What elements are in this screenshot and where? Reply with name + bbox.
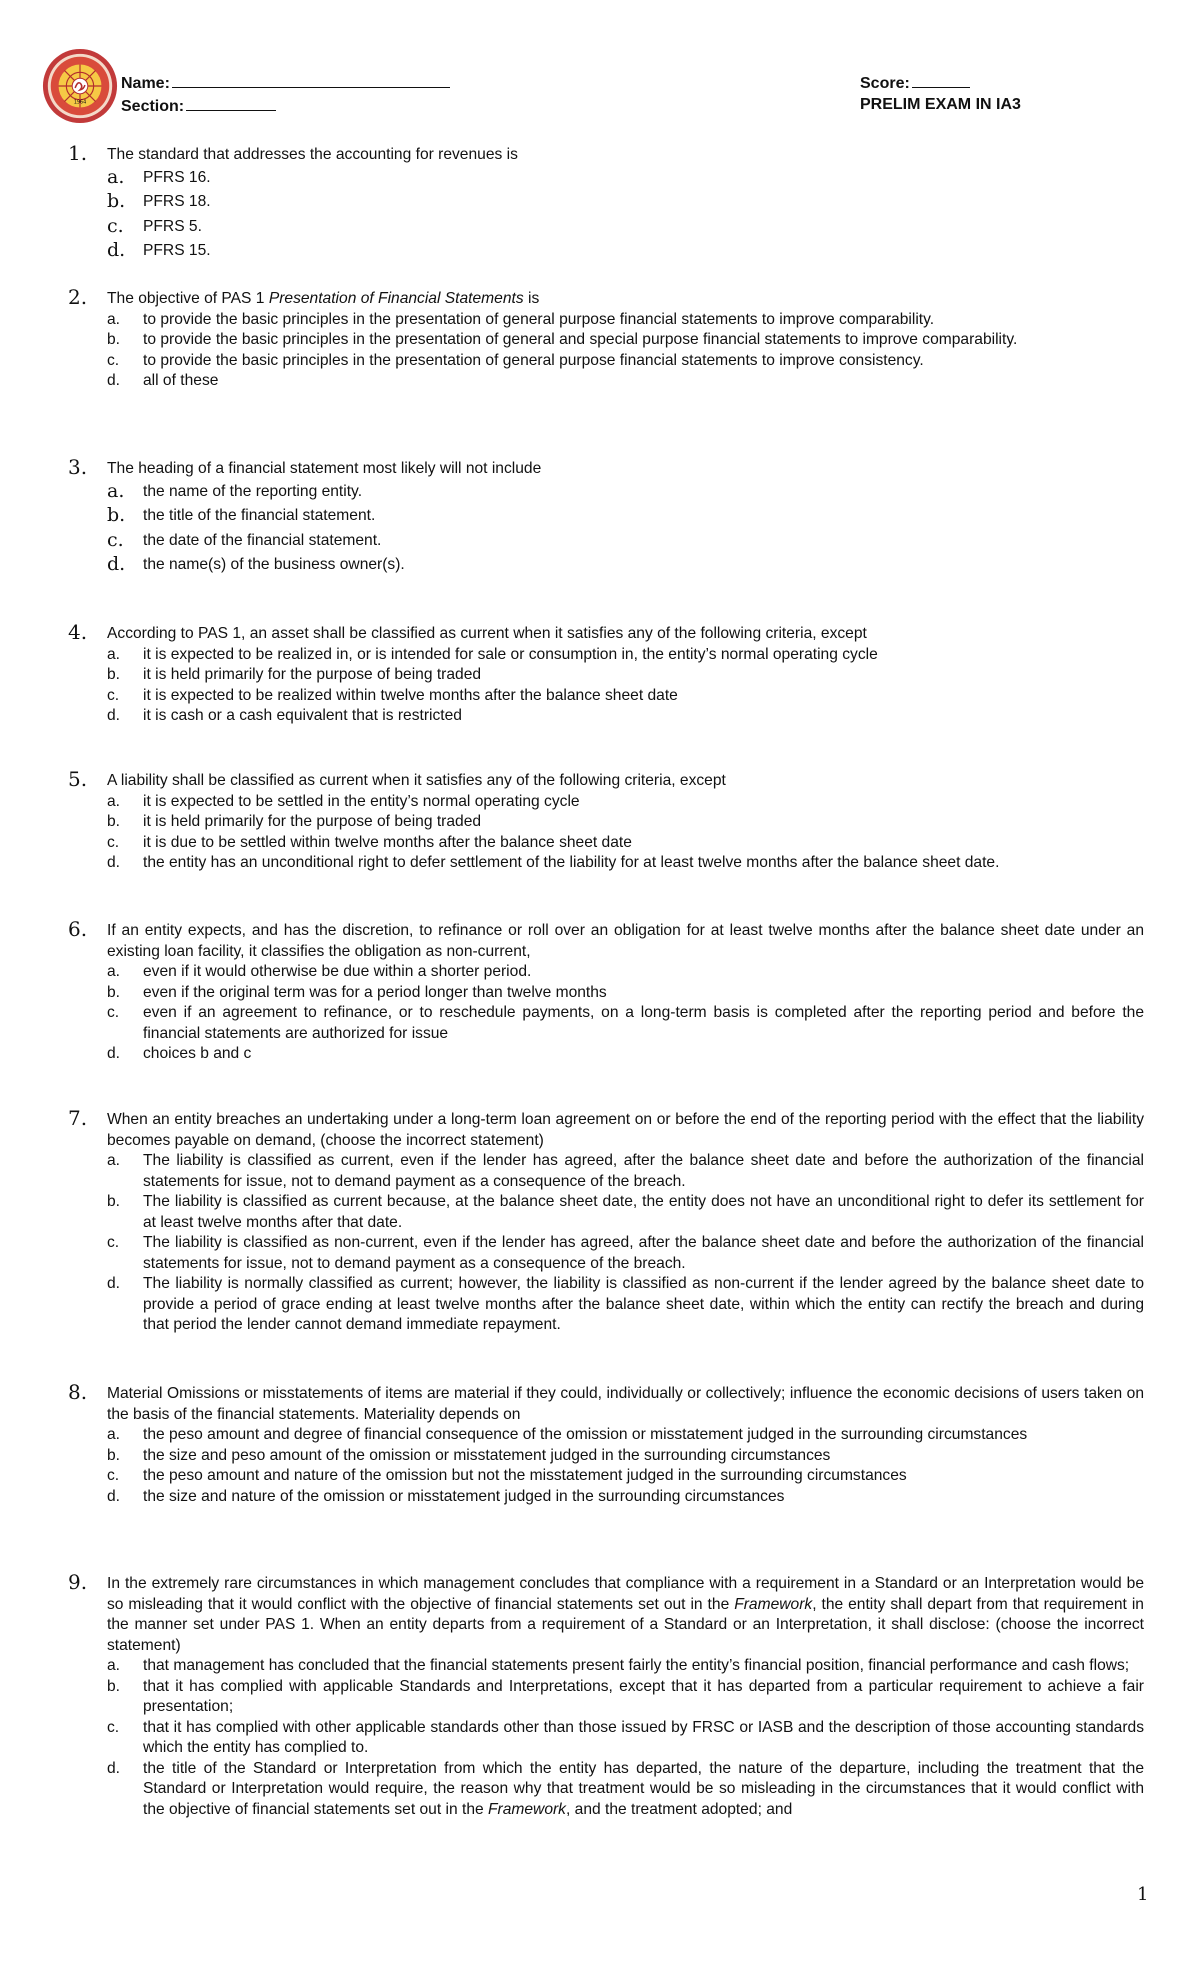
standard-title: Presentation of Financial Statements: [268, 290, 524, 307]
question-number: 4.: [68, 620, 88, 644]
question-text: Material Omissions or misstatements of items are material if they could, individually or collectively; influence the economic decisions of users taken on the basis of the financial statements. Materiality depends on: [107, 1385, 1144, 1423]
question-number: 6.: [68, 917, 88, 941]
choice-b[interactable]: [107, 1446, 1144, 1467]
choice-c[interactable]: [107, 1003, 1144, 1044]
choice-b[interactable]: [107, 1192, 1144, 1233]
choice-letter: d.: [107, 1759, 121, 1777]
choice-a[interactable]: [107, 1425, 1144, 1446]
choice-text: even if it would otherwise be due within a shorter period.: [143, 963, 532, 980]
choice-letter: b.: [107, 1677, 121, 1695]
choice-b[interactable]: [107, 983, 1144, 1004]
choice-text: The liability is classified as current because, at the balance sheet date, the entity does not have an unconditional right to defer its settlement for at least twelve months after that date.: [143, 1193, 1144, 1231]
question-number: 2.: [68, 285, 88, 309]
choice-letter: b.: [107, 666, 121, 683]
choice-text: the peso amount and nature of the omission but not the misstatement judged in the surrounding circumstances: [143, 1467, 907, 1484]
question-number: 1.: [68, 141, 88, 165]
choice-c[interactable]: [107, 833, 1144, 854]
question-6: [0, 917, 1200, 1065]
choice-d[interactable]: [107, 553, 1144, 578]
choice-letter: a.: [107, 165, 125, 188]
choice-text: the name of the reporting entity.: [143, 482, 363, 500]
choice-text: the title of the financial statement.: [143, 507, 376, 524]
choice-a[interactable]: [107, 165, 1144, 191]
choice-b[interactable]: [107, 1677, 1144, 1718]
choice-list: [0, 1656, 1200, 1820]
choice-letter: d.: [107, 553, 126, 575]
choice-d[interactable]: [107, 706, 1144, 727]
question-number: 5.: [68, 767, 88, 791]
choice-letter: d.: [107, 707, 121, 724]
choice-text: it is expected to be realized in, or is intended for sale or consumption in, the entity’s normal operating cycle: [143, 645, 878, 663]
choice-letter: c.: [107, 1467, 120, 1484]
choice-letter: b.: [107, 813, 121, 830]
choice-letter: d.: [107, 854, 121, 871]
choice-text: PFRS 5.: [143, 217, 202, 235]
question-text: When an entity breaches an undertaking under a long-term loan agreement on or before the end of the reporting period with the effect that the liability becomes payable on demand, (choose the incorrect statement): [107, 1111, 1144, 1149]
section-label: Section:: [121, 98, 185, 115]
choice-letter: c.: [107, 351, 120, 369]
choice-text-start: the title of the Standard or Interpretation from which the entity has departed, the nature of the departure, including the treatment that the Standard or Interpretation would require, the reason why that treatment would be so misleading in the circumstances that it would conflict with the objective of financial statements set out in the: [143, 1759, 1144, 1818]
choice-d[interactable]: [107, 853, 1144, 874]
choice-text: The liability is normally classified as current; however, the liability is classified as non-current if the lender agreed by the balance sheet date to provide a period of grace ending at least twelve months after the balance sheet date, within which the entity can rectify the breach and during that period the lender cannot demand immediate repayment.: [143, 1275, 1144, 1333]
choice-c[interactable]: [107, 1466, 1144, 1487]
question-9: [0, 1570, 1200, 1820]
choice-a[interactable]: [107, 645, 1144, 666]
page-number: 1: [1137, 1884, 1149, 1905]
choice-a[interactable]: [107, 310, 1144, 331]
choice-d[interactable]: [107, 1274, 1144, 1336]
choice-text: that it has complied with other applicable standards other than those issued by FRSC or IASB and the description of those accounting standards which the entity has complied to.: [143, 1718, 1144, 1756]
choice-letter: b.: [107, 190, 126, 212]
choice-list: [0, 310, 1200, 392]
choice-list: [0, 962, 1200, 1065]
choice-d[interactable]: [107, 1044, 1144, 1065]
choice-text: The liability is classified as current, even if the lender has agreed, after the balance sheet date and before the authorization of the financial statements for issue, not to demand payment as a consequence of the breach.: [143, 1152, 1144, 1190]
logo-year: 1964: [73, 99, 87, 106]
question-text: The standard that addresses the accounting for revenues is: [107, 146, 518, 163]
choice-text: the date of the financial statement.: [143, 531, 382, 549]
question-number: 7.: [68, 1106, 88, 1130]
choice-letter: a.: [107, 792, 121, 810]
choice-letter: a.: [107, 963, 121, 980]
choice-d[interactable]: [107, 371, 1144, 392]
choice-d[interactable]: [107, 1487, 1144, 1508]
question-text-end: , the entity shall depart from that requirement in the manner set under PAS 1. When an entity departs from a requirement of a Standard or an Interpretation, it shall disclose: (choose the incorrect statement): [107, 1595, 1144, 1654]
choice-text: all of these: [143, 372, 219, 389]
choice-text: the entity has an unconditional right to defer settlement of the liability for at least twelve months after the balance sheet date.: [143, 854, 1000, 871]
choice-text: the size and nature of the omission or misstatement judged in the surrounding circumstances: [143, 1487, 785, 1505]
choice-list: [0, 1151, 1200, 1336]
choice-c[interactable]: [107, 686, 1144, 707]
choice-letter: c.: [107, 214, 124, 237]
question-number: 9.: [68, 1570, 88, 1594]
question-text: According to PAS 1, an asset shall be classified as current when it satisfies any of the following criteria, except: [107, 625, 867, 642]
choice-letter: b.: [107, 1193, 121, 1210]
choice-d[interactable]: [107, 239, 1144, 264]
choice-text: it is expected to be settled in the entity’s normal operating cycle: [143, 792, 580, 810]
choice-letter: c.: [107, 1718, 120, 1736]
name-label: Name:: [121, 75, 170, 92]
question-2: [0, 285, 1200, 392]
choice-letter: c.: [107, 1004, 120, 1021]
choice-letter: b.: [107, 1446, 121, 1464]
choice-text: PFRS 18.: [143, 193, 211, 210]
choice-letter: c.: [107, 528, 124, 551]
choice-d[interactable]: [107, 1759, 1144, 1821]
question-text: [107, 289, 1144, 310]
choice-text: the name(s) of the business owner(s).: [143, 556, 405, 573]
choice-c[interactable]: [107, 1233, 1144, 1274]
choice-c[interactable]: [107, 528, 1144, 554]
choice-letter: a.: [107, 310, 121, 328]
question-4: [0, 620, 1200, 727]
choice-list: [0, 1425, 1200, 1507]
choice-letter: a.: [107, 645, 121, 663]
choice-text: PFRS 16.: [143, 168, 211, 186]
choice-letter: d.: [107, 1045, 121, 1062]
choice-letter: d.: [107, 239, 126, 261]
question-text: [107, 1574, 1144, 1656]
choice-letter: d.: [107, 1275, 121, 1292]
choice-text: even if the original term was for a period longer than twelve months: [143, 983, 607, 1001]
choice-a[interactable]: [107, 1151, 1144, 1192]
choice-text: choices b and c: [143, 1045, 252, 1062]
choice-text: even if an agreement to refinance, or to reschedule payments, on a long-term basis is completed after the reporting period and before the financial statements are authorized for issue: [143, 1004, 1144, 1042]
question-1: [0, 141, 1200, 264]
choice-letter: d.: [107, 372, 121, 389]
choice-text: The liability is classified as non-current, even if the lender has agreed, after the balance sheet date and before the authorization of the financial statements for issue, not to demand payment as a consequence of the breach.: [143, 1234, 1144, 1272]
choice-letter: c.: [107, 833, 120, 851]
choice-c[interactable]: [107, 351, 1144, 372]
exam-title: PRELIM EXAM IN IA3: [860, 96, 1021, 113]
choice-b[interactable]: [107, 330, 1144, 351]
choice-text: [143, 1760, 1144, 1818]
choice-text: the peso amount and degree of financial consequence of the omission or misstatement judged in the surrounding circumstances: [143, 1426, 1028, 1443]
question-number: 8.: [68, 1380, 88, 1404]
choice-letter: b.: [107, 504, 126, 526]
choice-text: it is expected to be realized within twelve months after the balance sheet date: [143, 686, 678, 704]
choice-text: to provide the basic principles in the presentation of general purpose financial statements to improve consistency.: [143, 351, 924, 369]
question-text-end: is: [523, 290, 540, 307]
framework-term: Framework: [488, 1800, 566, 1818]
choice-b[interactable]: [107, 190, 1144, 215]
choice-letter: a.: [107, 479, 125, 502]
choice-list: [0, 166, 1200, 264]
question-text-start: In the extremely rare circumstances in which management concludes that compliance with a requirement in a Standard or an Interpretation would be so misleading that it would conflict with the objective of financial statements set out in the: [107, 1575, 1144, 1613]
choice-text-end: , and the treatment adopted; and: [565, 1800, 793, 1818]
choice-letter: d.: [107, 1487, 121, 1505]
choice-letter: b.: [107, 331, 121, 348]
question-8: [0, 1380, 1200, 1507]
choice-text: it is due to be settled within twelve months after the balance sheet date: [143, 833, 632, 851]
choice-a[interactable]: [107, 792, 1144, 813]
choice-letter: c.: [107, 686, 120, 704]
question-3: [0, 455, 1200, 578]
choice-text: the size and peso amount of the omission or misstatement judged in the surrounding circumstances: [143, 1446, 831, 1464]
choice-list: [0, 480, 1200, 578]
question-7: [0, 1106, 1200, 1336]
choice-letter: a.: [107, 1426, 121, 1443]
choice-c[interactable]: [107, 214, 1144, 240]
choice-text: that it has complied with applicable Standards and Interpretations, except that it has departed from a particular requirement to achieve a fair presentation;: [143, 1677, 1144, 1715]
choice-b[interactable]: [107, 504, 1144, 529]
choice-b[interactable]: [107, 665, 1144, 686]
choice-list: [0, 645, 1200, 727]
choice-letter: c.: [107, 1234, 120, 1251]
choice-a[interactable]: [107, 1656, 1144, 1677]
question-text: A liability shall be classified as current when it satisfies any of the following criteria, except: [107, 772, 726, 789]
choice-text: that management has concluded that the financial statements present fairly the entity’s financial position, financial performance and cash flows;: [143, 1657, 1130, 1674]
framework-term: Framework: [734, 1595, 813, 1613]
choice-a[interactable]: [107, 479, 1144, 505]
question-text: The heading of a financial statement most likely will not include: [107, 460, 542, 477]
choice-text: it is cash or a cash equivalent that is restricted: [143, 707, 462, 724]
choice-letter: a.: [107, 1152, 121, 1169]
choice-text: to provide the basic principles in the presentation of general purpose financial statements to improve comparability.: [143, 310, 935, 328]
choice-b[interactable]: [107, 812, 1144, 833]
choice-letter: b.: [107, 983, 121, 1001]
choice-a[interactable]: [107, 962, 1144, 983]
choice-letter: a.: [107, 1657, 121, 1674]
question-text: If an entity expects, and has the discretion, to refinance or roll over an obligation for at least twelve months after the balance sheet date under an existing loan facility, it classifies the obligation as non-current,: [107, 922, 1144, 960]
choice-text: it is held primarily for the purpose of being traded: [143, 813, 482, 830]
choice-text: PFRS 15.: [143, 242, 211, 259]
score-label: Score:: [860, 75, 910, 92]
choice-text: to provide the basic principles in the presentation of general and special purpose financial statements to improve comparability.: [143, 331, 1018, 348]
question-number: 3.: [68, 455, 88, 479]
choice-text: it is held primarily for the purpose of being traded: [143, 666, 482, 683]
choice-list: [0, 792, 1200, 874]
choice-c[interactable]: [107, 1718, 1144, 1759]
question-text-start: The objective of PAS 1: [107, 290, 269, 307]
question-5: [0, 767, 1200, 874]
